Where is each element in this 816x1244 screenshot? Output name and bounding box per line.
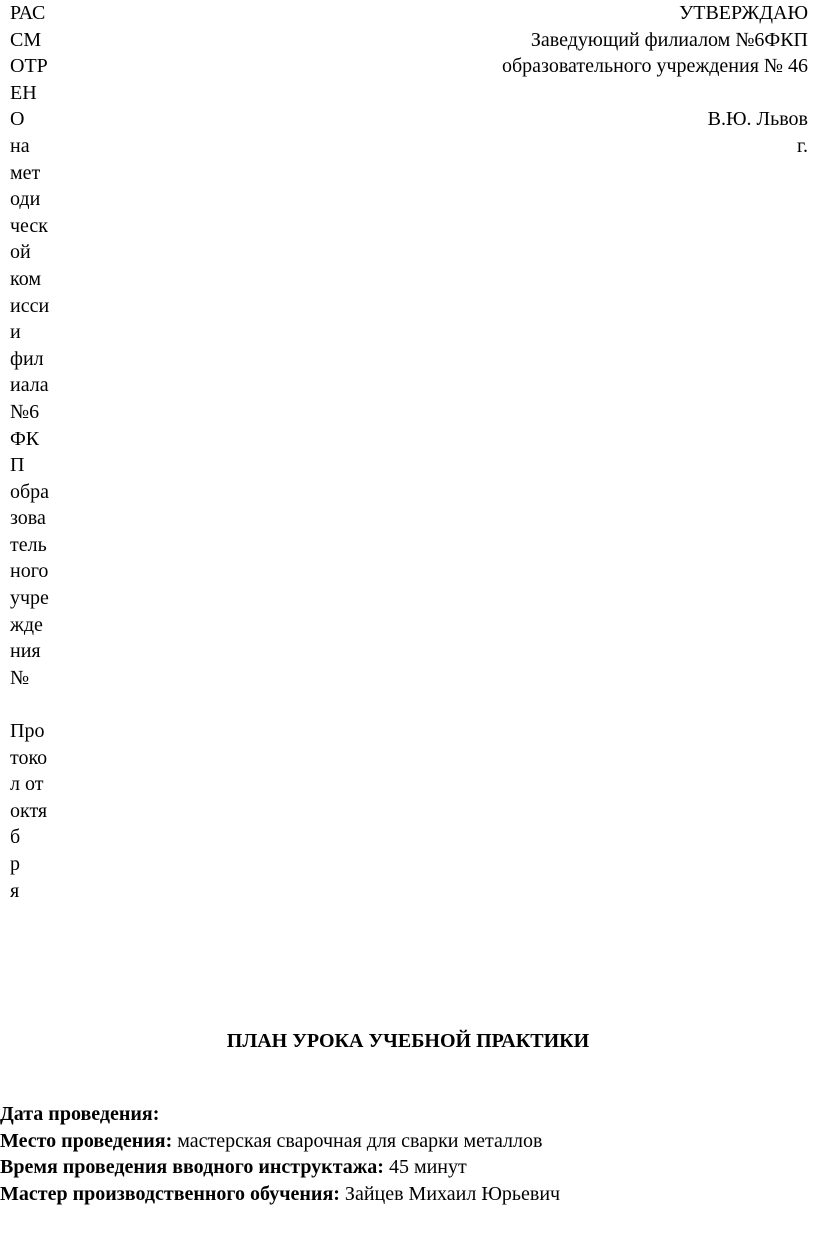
approval-left-line: жде — [10, 613, 43, 636]
approval-left-line: зова — [10, 507, 46, 530]
approval-left-line: № — [10, 666, 30, 689]
info-row-date — [0, 1101, 810, 1128]
protocol-line: л от — [10, 773, 44, 796]
approval-left-line: оди — [10, 188, 41, 211]
master-label: Мастер производственного обучения: — [0, 1182, 340, 1205]
approval-left-line: ком — [10, 267, 41, 290]
approval-left-line: ЕН — [10, 81, 37, 104]
spacer — [308, 80, 808, 107]
protocol-line: октя — [10, 799, 48, 822]
spacer — [10, 691, 70, 718]
approval-left-line: и — [10, 321, 21, 344]
approval-left-line: О — [10, 108, 25, 131]
approval-left-line: исси — [10, 294, 50, 317]
date-label: Дата проведения: — [0, 1103, 160, 1125]
lesson-info — [0, 1101, 810, 1207]
approval-heading: УТВЕРЖДАЮ — [679, 2, 808, 24]
time-value: 45 минут — [388, 1156, 467, 1179]
approval-left-line: СМ — [10, 28, 42, 51]
approval-left-line: №6 — [10, 400, 40, 423]
approval-left-line: ческ — [10, 214, 49, 237]
info-row-place — [0, 1128, 810, 1155]
approval-left-line: фил — [10, 347, 44, 370]
approval-left-line: ного — [10, 560, 49, 583]
approver-institution: образовательного учреждения № 46 — [502, 55, 808, 78]
protocol-line: я — [10, 879, 20, 902]
approval-left-line: тель — [10, 533, 47, 556]
approval-year-suffix: г. — [797, 134, 808, 157]
approval-left-line: П — [10, 454, 25, 477]
approval-right-column — [308, 0, 808, 160]
master-value: Зайцев Михаил Юрьевич — [344, 1182, 561, 1205]
approver-position: Заведующий филиалом №6ФКП — [530, 28, 808, 51]
protocol-line: токо — [10, 746, 48, 769]
approval-left-line: РАС — [10, 2, 46, 24]
place-value: мастерская сварочная для сварки металлов — [177, 1129, 543, 1152]
approval-left-line: ой — [10, 241, 31, 264]
approval-left-line: ния — [10, 640, 41, 663]
approval-left-line: ФК — [10, 427, 40, 450]
approval-left-line: обра — [10, 480, 50, 503]
approval-left-line: учре — [10, 587, 49, 610]
place-label: Место проведения: — [0, 1129, 173, 1152]
info-row-time — [0, 1154, 810, 1181]
document-title: ПЛАН УРОКА УЧЕБНОЙ ПРАКТИКИ — [226, 1030, 590, 1052]
approval-left-line: ОТР — [10, 55, 48, 78]
approval-left-line: мет — [10, 161, 41, 184]
time-label: Время проведения вводного инструктажа: — [0, 1156, 384, 1179]
protocol-line: б — [10, 826, 21, 849]
protocol-line: р — [10, 853, 20, 875]
approval-left-column — [10, 0, 70, 904]
protocol-line: Про — [10, 720, 45, 743]
approval-left-line: иала — [10, 374, 49, 397]
approval-left-line: на — [10, 134, 30, 157]
info-row-master — [0, 1181, 810, 1208]
approver-signatory: В.Ю. Львов — [707, 108, 808, 131]
